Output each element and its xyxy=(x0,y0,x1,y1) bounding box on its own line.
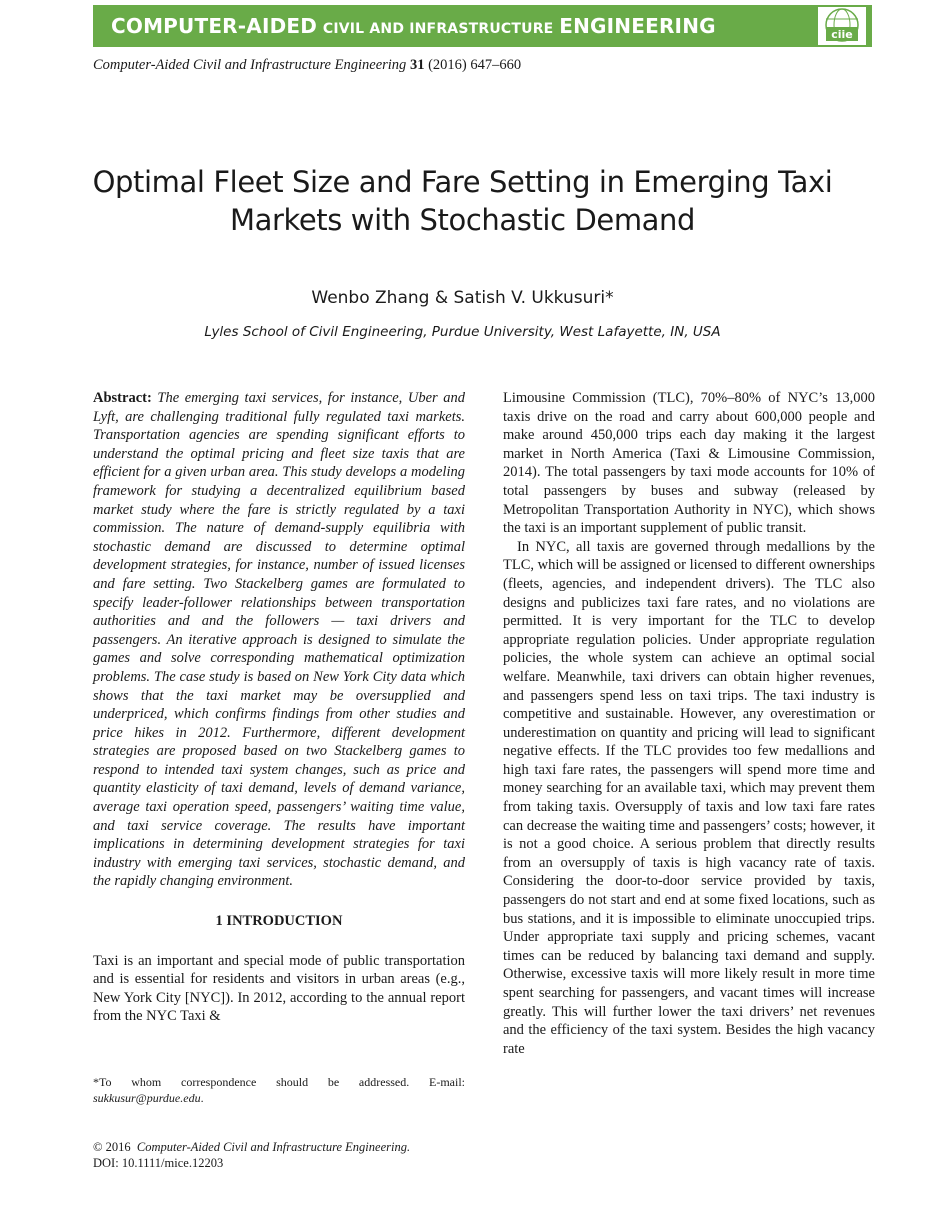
correspondence-footnote: *To whom correspondence should be addressed. E-mail: sukkusur@purdue.edu. xyxy=(93,1075,465,1105)
section-heading-introduction: 1 INTRODUCTION xyxy=(215,913,343,930)
abstract-label: Abstract: xyxy=(93,390,152,406)
intro-paragraph-2: In NYC, all taxis are governed through medallions by the TLC, which will be assigned or licensed to different ownerships (fleets, agencies, and independent drivers). The TLC also designs and publicizes taxi fare rates, and no violations are permitted. It is very important for the TLC to develop appropriate regulation policies. Under appropriate regulation policies, the whole system can achieve an optimal social welfare. Meanwhile, taxi drivers can obtain higher revenues, and passengers spend less on taxi trips. The taxi industry is competitive and sustainable. However, any overestimation or underestimation on quantity and pricing will lead to significant negative effects. If the TLC provides too few medallions and high taxi fare rates, the passengers will spend more time and money searching for an available taxi, which may prevent them from taking taxis. Oversupply of taxis and low taxi fare rates can decrease the waiting time and passengers’ costs; however, it is not a good choice. A serious problem that directly results from an oversupply of taxis is high vacancy rate of taxis. Considering the door-to-door service provided by taxis, passengers do not start and end at some fixed locations, such as bus stations, and it is impossible to eliminate unoccupied trips. Under appropriate taxi supply and pricing schemes, vacant times can be reduced by balancing taxi demand and supply. Otherwise, excessive taxis will more likely result in more time spent searching for passengers, and vacant times will increase greatly. This will further lower the taxi drivers’ net revenues and the efficiency of the taxi system. Besides the high vacancy rate xyxy=(503,538,875,1057)
doi[interactable]: DOI: 10.1111/mice.12203 xyxy=(93,1156,224,1170)
banner-part3: ENGINEERING xyxy=(559,14,716,38)
journal-citation xyxy=(93,57,521,74)
footnote-email[interactable]: sukkusur@purdue.edu xyxy=(93,1091,201,1105)
banner-title xyxy=(111,14,716,38)
affiliation: Lyles School of Civil Engineering, Purdue University, West Lafayette, IN, USA xyxy=(204,324,721,340)
journal-logo-icon xyxy=(818,7,866,45)
abstract-text: The emerging taxi services, for instance, Uber and Lyft, are challenging traditional fully regulated taxi markets. Transportation agencies are spending significant efforts to understand the optimal pricing and fleet size taxis that are efficient for a given urban area. This study develops a modeling framework for studying a decentralized equilibrium based market study where the fare is strictly regulated by a taxi commission. The nature of demand-supply equilibria with stochastic demand are discussed to determine optimal development strategies, for instance, number of issued licenses and fare setting. Two Stackelberg games are formulated to specify leader-follower relationships between transportation authorities and and the followers — taxi drivers and passengers. An iterative approach is designed to simulate the games and solve corresponding mathematical optimization problems. The case study is based on New York City data which shows that the taxi market may be oversupplied and underpriced, which confirms findings from other studies and price hikes in 2012. Furthermore, different development strategies are proposed based on two Stackelberg games to respond to intended taxi system changes, such as price and quantity elasticity of taxi demand, levels of demand variance, average taxi operation speed, passengers’ waiting time value, and taxi service coverage. The results have important implications in determining development strategies for taxi industry with emerging taxi services, stochastic demand, and the rapidly changing environment. xyxy=(93,390,465,890)
journal-year-pages: (2016) 647–660 xyxy=(428,57,522,73)
right-column xyxy=(503,389,875,1058)
banner-part2: CIVIL AND INFRASTRUCTURE xyxy=(322,21,554,37)
intro-paragraph-1-start: Taxi is an important and special mode of public transportation and is essential for residents and visitors in urban areas (e.g., New York City [NYC]). In 2012, according to the annual report from the NYC Taxi & xyxy=(93,952,465,1025)
copyright-journal: Computer-Aided Civil and Infrastructure Engineering. xyxy=(136,1140,411,1154)
copyright-block xyxy=(93,1139,410,1171)
journal-name: Computer-Aided Civil and Infrastructure Engineering xyxy=(93,57,407,73)
copyright-year: © 2016 xyxy=(93,1140,131,1154)
copyright-line xyxy=(93,1139,410,1155)
journal-banner xyxy=(93,5,872,47)
left-column xyxy=(93,389,465,1026)
paper-title: Optimal Fleet Size and Fare Setting in Emerging Taxi Markets with Stochastic Demand xyxy=(92,165,833,237)
authors: Wenbo Zhang & Satish V. Ukkusuri* xyxy=(311,288,614,308)
intro-paragraph-1-continued: Limousine Commission (TLC), 70%–80% of NYC’s 13,000 taxis drive on the road and carry about 600,000 people and make around 450,000 trips each day making it the largest market in North America (Taxi & Limousine Commission, 2014). The total passengers by taxi mode accounts for 10% of total passengers by buses and subway (released by Metropolitan Transportation Authority in NYC), which shows the taxi is an important supplement of public transit. xyxy=(503,390,875,537)
logo-text: ciie xyxy=(831,28,853,41)
abstract xyxy=(93,389,465,891)
banner-part1: COMPUTER-AIDED xyxy=(111,14,318,38)
footnote-text: *To whom correspondence should be addressed. E-mail: xyxy=(93,1075,465,1089)
journal-volume: 31 xyxy=(409,57,425,73)
